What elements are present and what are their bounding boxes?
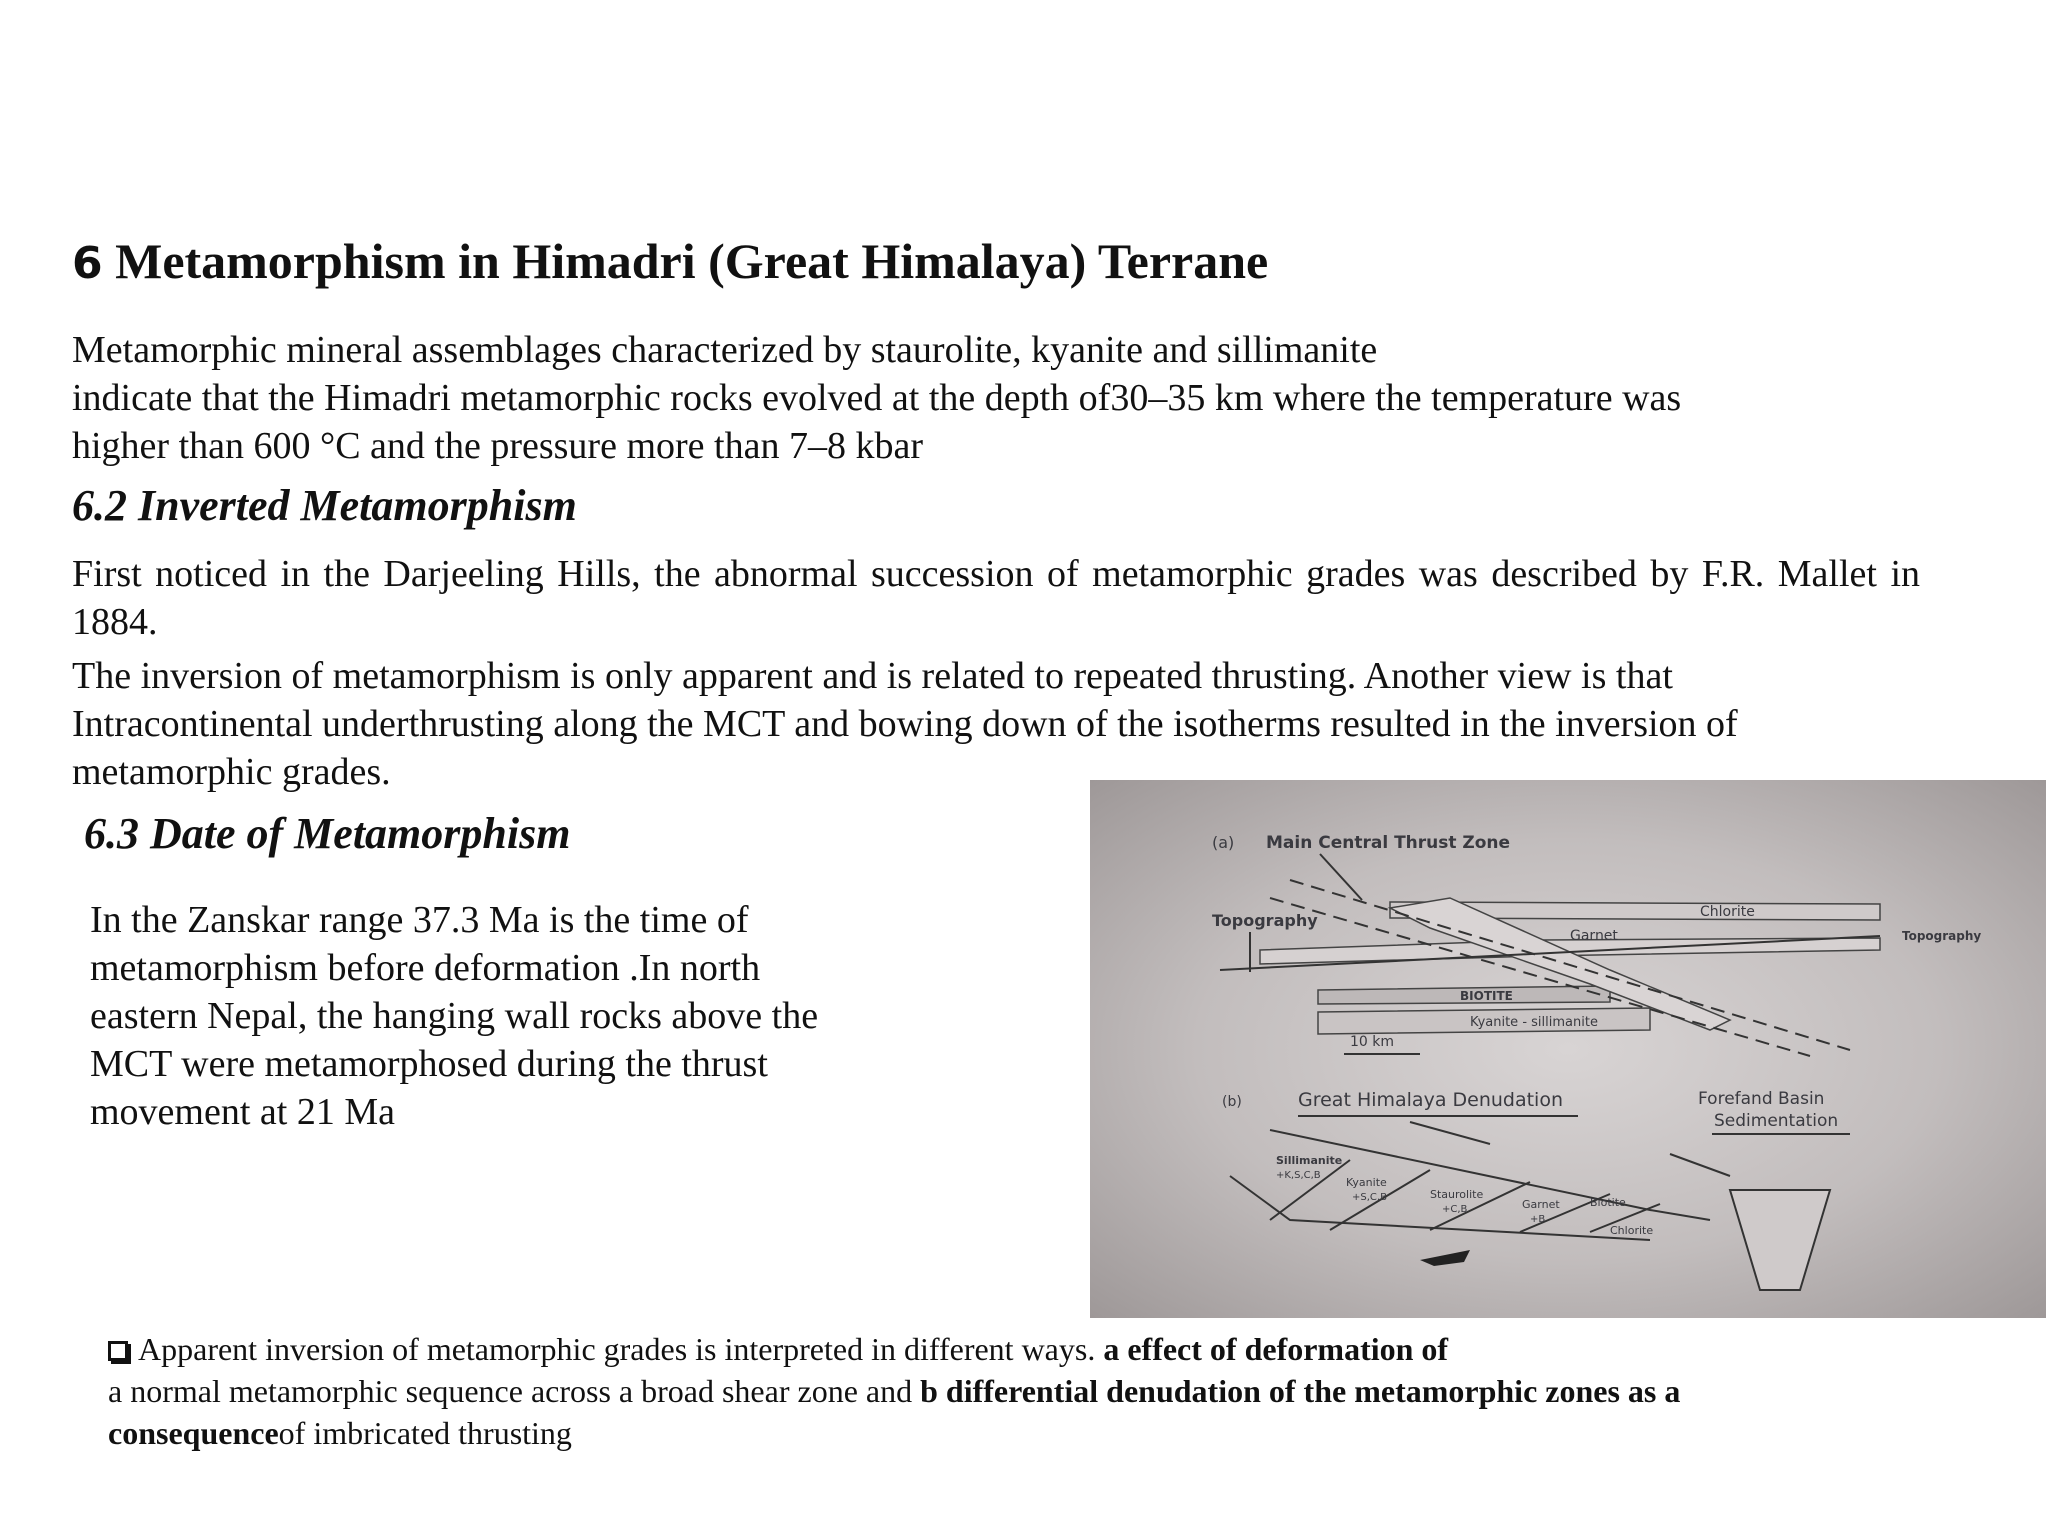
note-line-1 [108,1328,1988,1370]
date-line: eastern Nepal, the hanging wall rocks above the [90,995,819,1037]
forefand-basin [1730,1190,1830,1290]
diagram-svg [1090,780,2046,1318]
date-heading: 6.3 Date of Metamorphism [84,809,571,858]
label-garnet: Garnet [1570,928,1618,944]
label-b: (b) [1222,1094,1242,1110]
intro-paragraph [72,326,1972,470]
thrust-arrow [1420,1250,1470,1266]
note-line1-bold: a effect of deformation of [1103,1331,1449,1367]
label-sillimanite: Sillimanite [1276,1154,1343,1167]
label-forefand-1: Forefand Basin [1698,1089,1825,1109]
label-kyanite: Kyanite [1346,1176,1387,1189]
inverted-heading: 6.2 Inverted Metamorphism [72,481,577,530]
date-line: MCT were metamorphosed during the thrust [90,1043,768,1085]
label-kyanite-sillimanite: Kyanite - sillimanite [1470,1015,1598,1030]
label-staurolite: Staurolite [1430,1188,1484,1201]
inverted-line: metamorphic grades. [72,751,391,793]
label-kyanite-sub: +S,C,B [1352,1192,1387,1203]
intro-line: indicate that the Himadri metamorphic rocks evolved at the depth of30–35 km where the temperature was [72,377,1682,419]
title-text: Metamorphism in Himadri (Great Himalaya) Terrane [102,233,1269,289]
intro-line: higher than 600 °C and the pressure more than 7–8 kbar [72,425,923,467]
note-line2-bold: b differential denudation of the metamorphic zones as a [920,1373,1681,1409]
date-line: In the Zanskar range 37.3 Ma is the time of [90,899,749,941]
label-garnet-b: Garnet [1522,1198,1560,1211]
label-a: (a) [1212,833,1235,852]
intro-line: Metamorphic mineral assemblages characterized by staurolite, kyanite and sillimanite [72,329,1378,371]
inverted-line: The inversion of metamorphism is only apparent and is related to repeated thrusting. Another view is that [72,655,1673,697]
date-paragraph [90,896,890,1136]
label-staurolite-sub: +C,B [1442,1204,1468,1215]
label-forefand-2: Sedimentation [1714,1111,1839,1131]
note-paragraph [108,1328,1988,1454]
label-biotite-b: Biotite [1590,1196,1626,1209]
checkbox-bullet-icon [108,1341,128,1361]
metamorphism-diagram-photo [1090,780,2046,1318]
note-line-3 [108,1412,1988,1454]
note-line3-bold: consequence [108,1415,279,1451]
inverted-line: Intracontinental underthrusting along the MCT and bowing down of the isotherms resulted in the inversion of [72,703,1738,745]
thrust-base [1230,1176,1650,1240]
label-topography-right: Topography [1902,929,1982,943]
label-scale: 10 km [1350,1034,1395,1050]
date-line: movement at 21 Ma [90,1091,395,1133]
label-sillimanite-sub: +K,S,C,B [1276,1170,1321,1181]
note-line-2 [108,1370,1988,1412]
slide-title [72,232,1268,290]
label-biotite: BIOTITE [1460,989,1513,1003]
note-line2-plain: a normal metamorphic sequence across a broad shear zone and [108,1373,921,1409]
label-mct: Main Central Thrust Zone [1266,833,1511,853]
label-chlorite: Chlorite [1700,904,1755,920]
note-line1-plain: Apparent inversion of metamorphic grades is interpreted in different ways. [138,1331,1104,1367]
inverted-paragraph-1: First noticed in the Darjeeling Hills, the abnormal succession of metamorphic grades was described by F.R. Mallet in 1884. [72,553,1920,643]
label-topography-left: Topography [1212,911,1318,930]
mct-pointer [1320,854,1362,900]
inverted-paragraph-2 [72,652,1972,796]
title-number: 6 [72,238,103,289]
label-garnet-b-sub: +B [1530,1214,1546,1225]
label-chlorite-b: Chlorite [1610,1224,1654,1237]
flow-arrows [1410,1122,1730,1176]
label-denudation: Great Himalaya Denudation [1298,1089,1564,1111]
note-line3-plain: of imbricated thrusting [278,1415,572,1451]
date-line: metamorphism before deformation .In north [90,947,761,989]
